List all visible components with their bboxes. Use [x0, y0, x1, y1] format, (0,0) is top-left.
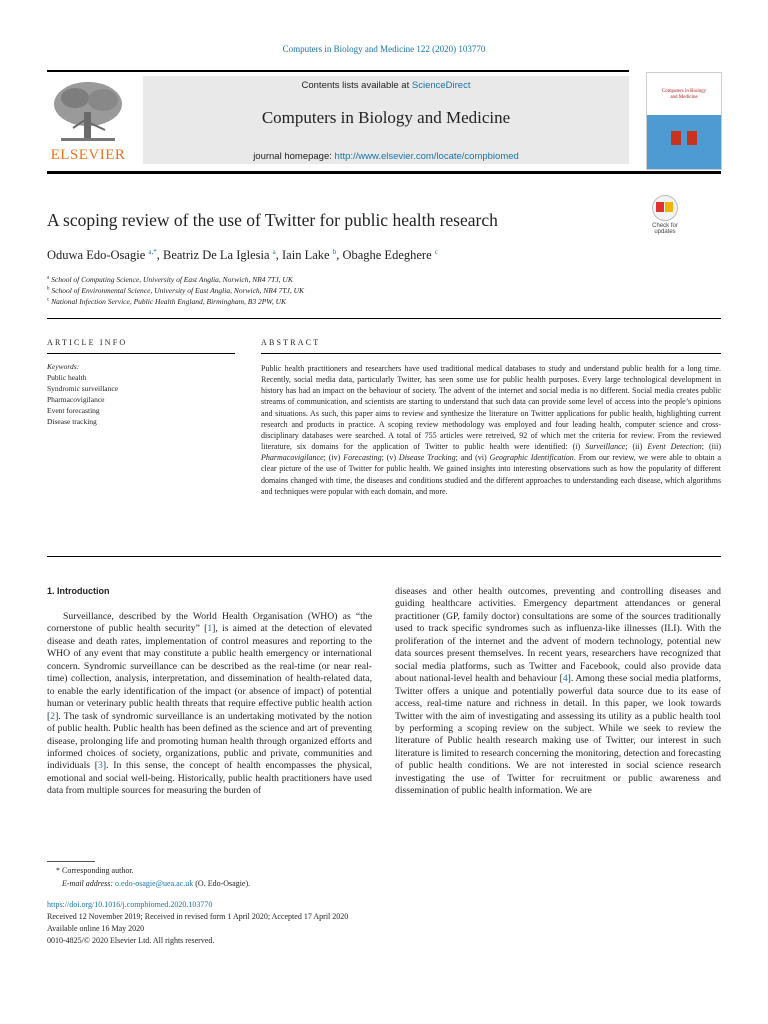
body-text: Surveillance, described by the World Health Organisation (WHO) as “the cornerstone of public health security” [ — [47, 611, 372, 635]
crossmark-icon-left — [656, 202, 664, 212]
contents-line — [143, 80, 629, 91]
keywords-heading: Keywords: — [47, 362, 80, 371]
homepage-link[interactable]: http://www.elsevier.com/locate/compbiomed — [334, 151, 519, 162]
journal-masthead — [143, 76, 629, 164]
affiliation — [47, 297, 286, 306]
body-text: ]. The task of syndromic surveillance is an undertaking motivated by the notion of public health. Public health has been defined as the science and art of preventing disease, prolonging life and promoting human health through organized efforts and informed choices of society, organizations, public and private, communities and individuals [ — [47, 710, 372, 772]
author-affiliation-marker[interactable]: a,* — [148, 248, 157, 256]
body-column-left — [47, 611, 372, 798]
sciencedirect-link[interactable]: ScienceDirect — [411, 80, 471, 91]
body-text: ]. In this sense, the concept of health encompasses the physical, emotional and social well-being. Historically, public health practitioners have used data from multiple sources for measuring the burden of — [47, 760, 373, 797]
crossmark-label-line: updates — [654, 229, 676, 235]
citation-link[interactable]: 1 — [207, 623, 213, 635]
cover-graphic-block — [687, 131, 697, 145]
abstract-domain: Surveillance — [585, 442, 626, 452]
abstract-domain: Geographic Identification — [489, 453, 574, 463]
available-online-date: Available online 16 May 2020 — [47, 924, 145, 933]
abstract-heading: ABSTRACT — [261, 338, 321, 347]
abstract-span: ; and (vi) — [455, 453, 490, 463]
header-rule-thick — [47, 171, 721, 174]
abstract-rule — [261, 353, 721, 354]
affiliation — [47, 275, 293, 284]
abstract-span: Public health practitioners and researchers have used traditional medical databases to study and understand public health for a long time. Recently, social media data, particularly Twitter, has seen some use for public health purposes. Every large technological development in history has had an impact on the behaviour of society. The advent of the internet and social media is no different. Social media creates public streams of communication, and scientists are starting to understand that such data can provide some level of access into the people’s opinions and situations. As such, this paper aims to review and synthesize the literature on Twitter applications for public health, highlighting current research and products in practice. A scoping review methodology was employed and four leading health, computer science and cross-disciplinary databases were searched. A total of 755 articles were retreived, 92 of which met the criteria for review. From the reviewed literature, six domains for the application of Twitter to public health were identified: (i) — [261, 364, 721, 452]
journal-citation-link[interactable]: Computers in Biology and Medicine 122 (2020) 103770 — [282, 44, 486, 54]
check-for-updates-button[interactable] — [645, 195, 685, 233]
section-rule — [47, 556, 721, 557]
journal-cover-thumbnail[interactable] — [646, 72, 722, 170]
author-affiliation-marker[interactable]: b — [332, 248, 337, 256]
cover-graphic — [647, 115, 721, 169]
cover-title-line: and Medicine — [670, 95, 698, 100]
keyword: Syndromic surveillance — [47, 384, 119, 393]
email-footnote — [62, 879, 250, 888]
email-label: E-mail address: — [62, 879, 116, 888]
section-rule — [47, 318, 721, 319]
abstract-span: ; (iii) — [701, 442, 722, 452]
article-info-heading: ARTICLE INFO — [47, 338, 128, 347]
citation-link[interactable]: 3 — [98, 760, 103, 772]
body-text: diseases and other health outcomes, preventing and controlling diseases and guiding healthcare activities. Emergency department attendances or general practitioner (GP, family doctor) consultations are some of the sources traditionally used to track specific syndromes such as influenza-like illnesses (ILI). With the proliferation of the internet and the advent of modern technology, potential new data sources present themselves. In recent years, researchers have recognized that social media platforms, such as Twitter and Facebook, could also provide data about national-level health and behaviour [ — [395, 586, 721, 685]
abstract-domain: Forecasting — [343, 453, 382, 463]
keyword: Public health — [47, 373, 87, 382]
abstract-span: . From our review, we were able to obtain a clear picture of the use of Twitter for public health. We gained insights into interesting observations such as how the popularity of different domains changed with time, the diseases and conditions studied and the different approaches to understanding each disease, which algorithms and techniques were popular with each domain, and more. — [261, 453, 722, 496]
homepage-line — [143, 151, 629, 162]
received-dates: Received 12 November 2019; Received in revised form 1 April 2020; Accepted 17 April 2020 — [47, 912, 349, 921]
email-suffix: (O. Edo-Osagie). — [193, 879, 251, 888]
elsevier-wordmark: ELSEVIER — [50, 147, 126, 163]
author-affiliation-marker[interactable]: a — [272, 248, 276, 256]
crossmark-icon — [652, 195, 678, 221]
body-text: ], is aimed at the detection of elevated disease and death rates, implementation of control measures and reporting to the WHO of any event that may constitute a public health emergency or international concern. Syndromic surveillance can be described as the real-time (or near real-time) collection, analysis, interpretation, and dissemination of health-related data, to enable the early identification of the impact (or absence of impact) of potential human or veterinary public health threats that require effective public health action [ — [47, 623, 372, 722]
homepage-label: journal homepage: — [253, 151, 335, 162]
affiliation — [47, 286, 304, 295]
footnote-text: Corresponding author. — [60, 866, 134, 875]
footnote-rule — [47, 861, 95, 862]
contents-prefix: Contents lists available at — [301, 80, 412, 91]
elsevier-tree-icon — [47, 78, 129, 146]
elsevier-logo — [47, 78, 129, 164]
header-rule — [47, 70, 629, 72]
cover-title — [650, 89, 718, 101]
affiliation-marker: a — [47, 275, 50, 281]
keyword: Pharmacovigilance — [47, 395, 105, 404]
abstract-domain: Event Detection — [647, 442, 702, 452]
crossmark-label-line: Check for — [652, 223, 678, 229]
author-affiliation-marker[interactable]: c — [434, 248, 438, 256]
copyright-line: 0010-4825/© 2020 Elsevier Ltd. All rights reserved. — [47, 936, 215, 945]
citation-link[interactable]: 4 — [562, 673, 568, 685]
keyword: Event forecasting — [47, 406, 100, 415]
cover-title-line: Computers in Biology — [661, 89, 707, 94]
corresponding-author-note — [56, 866, 134, 875]
affiliation-text: School of Environmental Science, University of East Anglia, Norwich, NR4 7TJ, UK — [51, 286, 305, 295]
author-name[interactable]: Oduwa Edo-Osagie — [47, 248, 146, 263]
author-name[interactable]: Beatriz De La Iglesia — [162, 248, 270, 263]
crossmark-label — [645, 223, 685, 235]
crossmark-icon-right — [665, 202, 673, 212]
abstract-span: ; (ii) — [625, 442, 648, 452]
affiliation-text: National Infection Service, Public Health England, Birmingham, B3 2PW, UK — [51, 297, 287, 306]
affiliation-text: School of Computing Science, University of East Anglia, Norwich, NR4 7TJ, UK — [51, 275, 293, 284]
abstract-domain: Disease Tracking — [398, 453, 456, 463]
footnote-marker: * — [56, 866, 60, 875]
article-info-rule — [47, 353, 235, 354]
doi-link-text[interactable]: https://doi.org/10.1016/j.compbiomed.2020.103770 — [47, 900, 213, 909]
citation-link[interactable]: 2 — [50, 710, 56, 722]
abstract-span: ; (v) — [381, 453, 399, 463]
doi-link[interactable] — [47, 900, 212, 909]
author-name[interactable]: Iain Lake — [282, 248, 330, 263]
abstract-span: ; (iv) — [323, 453, 344, 463]
email-link[interactable]: o.edo-osagie@uea.ac.uk — [115, 879, 194, 888]
affiliation-marker: b — [47, 286, 50, 292]
affiliation-marker: c — [47, 297, 50, 303]
body-text: ]. Among these social media platforms, Twitter offers a unique and potentially powerful data source due to its ease of access, real-time nature and richness in detail. In this paper, we look towards Twitter with the aim of investigating and assessing its utility as a public health tool by performing a scoping review on the subject. While we seek to review the literature of Public health research making use of Twitter, our interest in such literature is limited to research concerning the monitoring, detection and forecasting of public health conditions. We are not interested in social science research investigating the use of Twitter for recruitment or public awareness and dissemination of public health information. We are — [395, 673, 721, 797]
article-title: A scoping review of the use of Twitter for public health research — [47, 210, 498, 230]
introduction-heading: 1. Introduction — [47, 586, 110, 596]
body-column-right — [395, 586, 721, 798]
keyword: Disease tracking — [47, 417, 97, 426]
abstract-domain: Pharmacovigilance — [261, 453, 324, 463]
cover-graphic-block — [671, 131, 681, 145]
abstract-text — [261, 363, 721, 497]
journal-title: Computers in Biology and Medicine — [261, 108, 511, 127]
author-list: Oduwa Edo-Osagie $^{a,*}$, Beatriz De La Iglesia $^a$, Iain Lake $^b$, Obaghe Edeghere $^c$ — [47, 248, 438, 263]
author-name[interactable]: Obaghe Edeghere — [342, 248, 432, 263]
